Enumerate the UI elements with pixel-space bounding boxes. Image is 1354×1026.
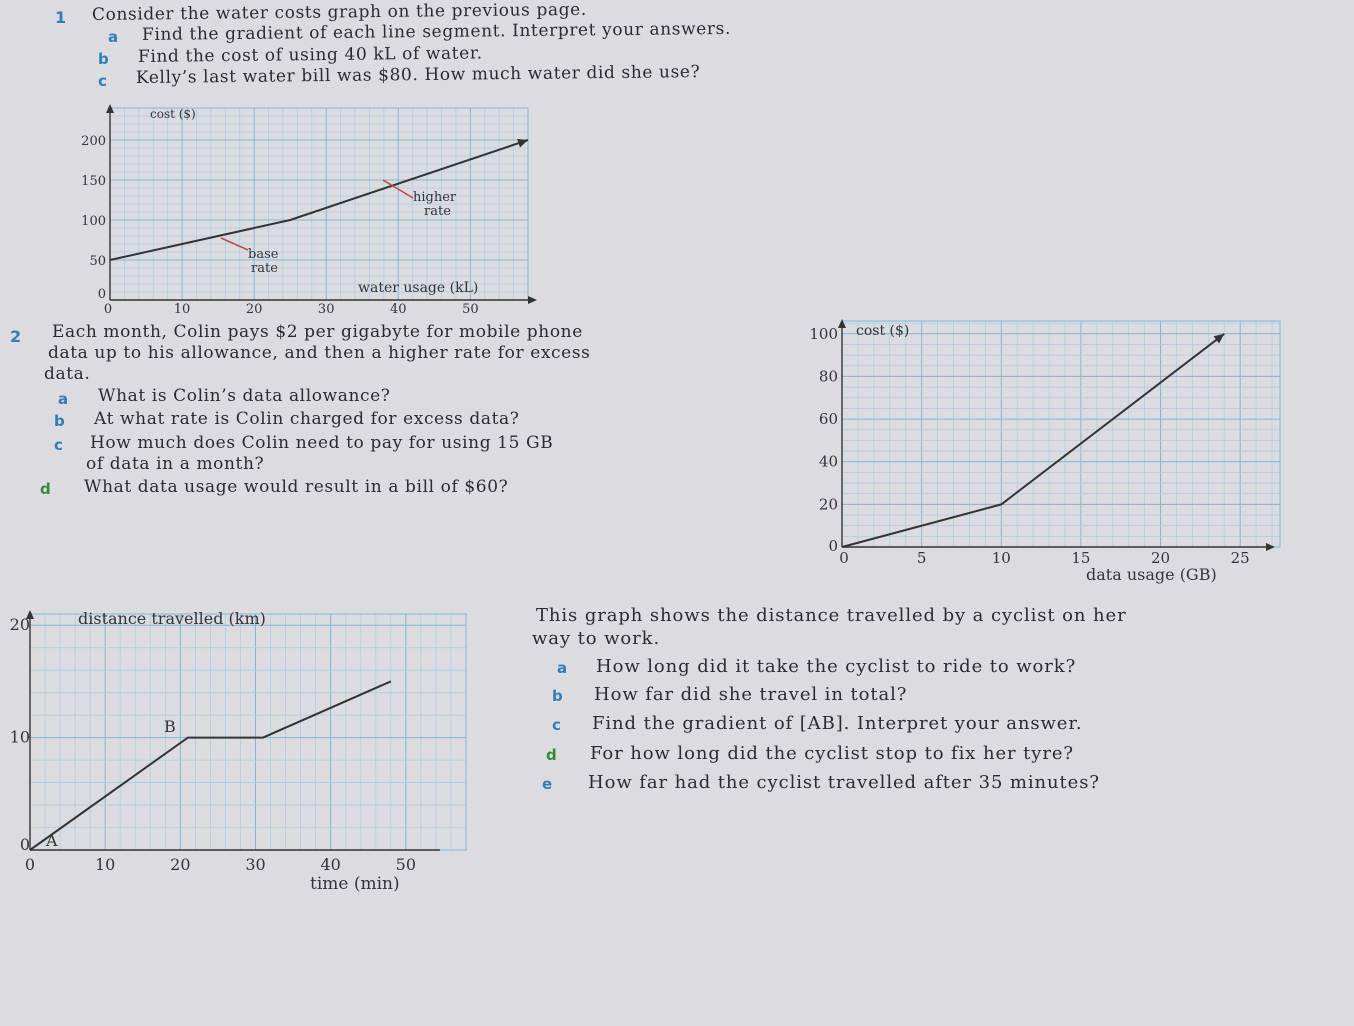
c1-x-tick-label: 40	[390, 302, 407, 317]
c2-x-tick-label: 0	[839, 549, 849, 567]
base-rate-label-line1: base	[248, 247, 279, 262]
q3-part-d-text: For how long did the cyclist stop to fix her tyre?	[590, 743, 1074, 764]
water-chart-xlabel: water usage (kL)	[358, 280, 479, 296]
c1-x-tick-label: 0	[103, 302, 113, 317]
q1-part-a-text: Find the gradient of each line segment. Interpret your answers.	[141, 18, 731, 45]
c1-y-tick-label: 50	[89, 254, 106, 269]
c3-y-tick-label: 20	[9, 615, 30, 635]
c2-x-tick-label: 5	[916, 549, 927, 567]
q3-part-d-letter: d	[546, 746, 557, 764]
q2-part-c-text-line1: How much does Colin need to pay for using 15 GB	[90, 433, 554, 453]
q3-part-e-text: How far had the cyclist travelled after 35 minutes?	[588, 772, 1100, 793]
c3-x-tick-label: 30	[245, 855, 266, 874]
c1-y-tick-label: 100	[81, 214, 106, 229]
question-1-intro: Consider the water costs graph on the previous page.	[91, 0, 587, 25]
q2-part-c-text-line2: of data in a month?	[86, 454, 265, 474]
c2-x-tick-label: 15	[1071, 549, 1091, 567]
c3-x-tick-label: 0	[24, 855, 36, 874]
data-usage-chart	[790, 315, 1290, 590]
c3-x-tick-label: 50	[395, 855, 417, 874]
q2-part-d-text: What data usage would result in a bill of $60?	[84, 477, 509, 497]
water-cost-line	[110, 140, 528, 260]
q2-part-a-letter: a	[58, 390, 69, 408]
question-2-intro-line3: data.	[44, 364, 91, 384]
c2-x-tick-label: 10	[991, 549, 1011, 567]
question-2-number: 2	[10, 327, 22, 346]
c1-line-arrowhead	[517, 139, 528, 148]
c2-y-tick-label: 40	[818, 452, 838, 471]
question-3-intro-line1: This graph shows the distance travelled by a cyclist on her	[536, 605, 1127, 626]
c2-x-tick-label: 20	[1150, 549, 1171, 567]
q2-part-a-text: What is Colin’s data allowance?	[98, 386, 391, 406]
question-2-intro-line2: data up to his allowance, and then a higher rate for excess	[48, 343, 591, 363]
question-3-intro-line2: way to work.	[532, 628, 661, 649]
c3-x-tick-label: 10	[94, 855, 116, 874]
c1-x-tick-label: 10	[173, 302, 191, 317]
water-chart-ylabel: cost ($)	[150, 107, 196, 121]
q1-part-c-text: Kelly’s last water bill was $80. How much water did she use?	[135, 62, 701, 88]
q1-part-a-letter: a	[108, 28, 119, 46]
q1-part-b-letter: b	[98, 50, 109, 68]
data-chart-x-arrow	[1266, 543, 1275, 551]
c3-x-tick-label: 20	[170, 855, 191, 874]
c1-x-tick-label: 50	[462, 302, 479, 317]
c1-y-tick-label: 150	[81, 174, 106, 189]
cyclist-chart-ylabel: distance travelled (km)	[78, 609, 266, 628]
c3-y-tick-label: 0	[19, 835, 30, 854]
c1-y-tick-label: 0	[97, 287, 106, 302]
c2-y-tick-label: 100	[809, 324, 838, 343]
water-chart-grid	[110, 108, 528, 300]
q2-part-b-text: At what rate is Colin charged for excess data?	[94, 409, 520, 429]
c3-grid-border	[30, 614, 466, 850]
question-2-intro-line1: Each month, Colin pays $2 per gigabyte for mobile phone	[52, 322, 583, 342]
point-a-label: A	[46, 831, 58, 850]
q3-part-e-letter: e	[542, 775, 553, 793]
c2-y-tick-label: 0	[828, 537, 838, 555]
water-chart-x-arrow	[528, 296, 537, 304]
c3-x-tick-label: 40	[320, 855, 341, 874]
q3-part-a-letter: a	[557, 659, 568, 677]
c3-y-tick-label: 10	[9, 727, 30, 747]
data-chart-ylabel: cost ($)	[856, 323, 910, 339]
q2-part-c-letter: c	[54, 436, 63, 454]
cyclist-chart-xlabel: time (min)	[310, 874, 400, 894]
q3-part-a-text: How long did it take the cyclist to ride to work?	[596, 656, 1077, 677]
c2-x-tick-label: 25	[1230, 549, 1250, 567]
c2-y-tick-label: 60	[818, 410, 838, 429]
point-b-label: B	[164, 717, 176, 736]
cyclist-distance-chart	[0, 606, 470, 906]
data-chart-xlabel: data usage (GB)	[1086, 565, 1217, 584]
c2-y-tick-label: 80	[818, 367, 838, 386]
c1-y-tick-label: 200	[81, 134, 106, 149]
question-1-number: 1	[55, 8, 67, 27]
q3-part-b-letter: b	[552, 687, 563, 705]
q1-part-c-letter: c	[98, 72, 107, 90]
q3-part-b-text: How far did she travel in total?	[594, 684, 908, 705]
q2-part-d-letter: d	[40, 480, 51, 498]
q3-part-c-text: Find the gradient of [AB]. Interpret your answer.	[592, 713, 1083, 734]
higher-rate-label-line2: rate	[424, 204, 451, 219]
q3-part-c-letter: c	[552, 716, 561, 734]
c1-x-tick-label: 30	[317, 302, 335, 317]
q2-part-b-letter: b	[54, 412, 65, 430]
q1-part-b-text: Find the cost of using 40 kL of water.	[137, 43, 483, 67]
higher-rate-label-line1: higher	[413, 190, 457, 205]
water-costs-chart	[78, 100, 548, 320]
c1-x-tick-label: 20	[245, 302, 263, 317]
base-rate-label-line2: rate	[251, 261, 278, 276]
c2-y-tick-label: 20	[818, 495, 838, 514]
